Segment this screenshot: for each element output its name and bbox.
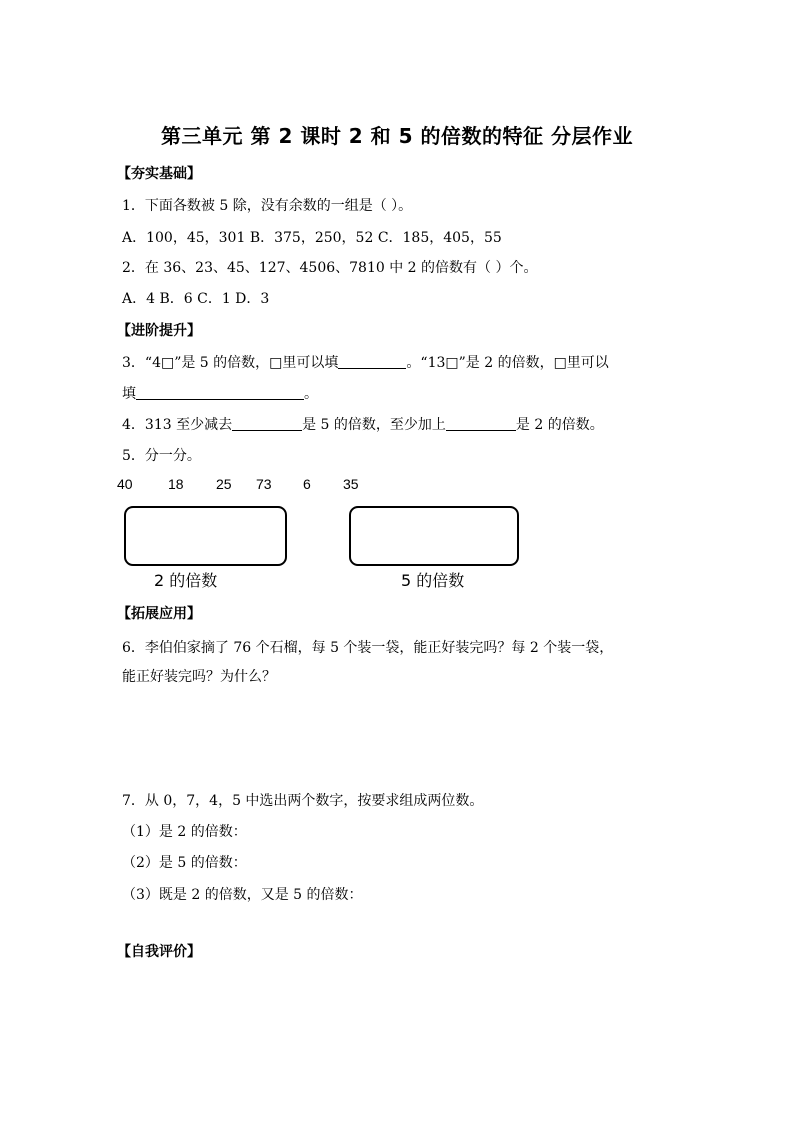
section-basic: 【夯实基础】 xyxy=(117,166,201,182)
question-3-line-1 xyxy=(122,352,609,372)
question-2-options: A．4 B．6 C．1 D．3 xyxy=(122,291,270,307)
box-label-multiples-of-5: 5 的倍数 xyxy=(401,571,465,590)
question-4-line xyxy=(122,414,604,434)
question-6-line-1: 6．李伯伯家摘了 76 个石榴，每 5 个装一袋，能正好装完吗？每 2 个装一袋， xyxy=(122,640,614,656)
number-item: 25 xyxy=(216,476,232,492)
question-7-text: 7．从 0，7，4，5 中选出两个数字，按要求组成两位数。 xyxy=(122,793,484,809)
answer-blank[interactable] xyxy=(446,416,516,431)
answer-blank[interactable] xyxy=(232,416,302,431)
question-3-part-3: 填 xyxy=(122,386,136,402)
answer-blank[interactable] xyxy=(136,385,304,400)
question-4-part-3: 是 2 的倍数。 xyxy=(515,417,604,433)
question-2-text: 2．在 36、23、45、127、4506、7810 中 2 的倍数有（ ）个。 xyxy=(122,260,538,276)
box-label-multiples-of-2: 2 的倍数 xyxy=(154,571,218,590)
question-1-options: A．100，45，301 B．375，250，52 C．185，405，55 xyxy=(122,230,502,246)
box-multiples-of-5[interactable] xyxy=(349,506,519,566)
section-advanced: 【进阶提升】 xyxy=(117,323,201,339)
number-item: 35 xyxy=(343,476,359,492)
question-4-part-2: 是 5 的倍数，至少加上 xyxy=(302,417,446,433)
number-item: 18 xyxy=(168,476,184,492)
question-3-part-1: 3．“4□”是 5 的倍数，□里可以填 xyxy=(122,355,339,371)
question-7-sub-2: （2）是 5 的倍数： xyxy=(122,855,247,871)
question-3-line-2 xyxy=(122,383,318,403)
number-item: 6 xyxy=(303,476,311,492)
question-6-line-2: 能正好装完吗？为什么？ xyxy=(122,669,276,685)
question-3-part-2: 。“13□”是 2 的倍数，□里可以 xyxy=(406,355,609,371)
question-3-part-4: 。 xyxy=(304,386,318,402)
page-title: 第三单元 第 2 课时 2 和 5 的倍数的特征 分层作业 xyxy=(161,124,633,148)
section-extend: 【拓展应用】 xyxy=(117,606,201,622)
answer-blank[interactable] xyxy=(338,354,406,369)
section-self-evaluation: 【自我评价】 xyxy=(117,944,201,960)
number-item: 40 xyxy=(117,476,133,492)
question-1-text: 1．下面各数被 5 除，没有余数的一组是（ ）。 xyxy=(122,198,413,214)
question-7-sub-1: （1）是 2 的倍数： xyxy=(122,824,247,840)
box-multiples-of-2[interactable] xyxy=(124,506,287,566)
question-4-part-1: 4．313 至少减去 xyxy=(122,417,233,433)
question-5-text: 5．分一分。 xyxy=(122,448,201,464)
number-item: 73 xyxy=(256,476,272,492)
question-7-sub-3: （3）既是 2 的倍数，又是 5 的倍数： xyxy=(122,887,363,903)
